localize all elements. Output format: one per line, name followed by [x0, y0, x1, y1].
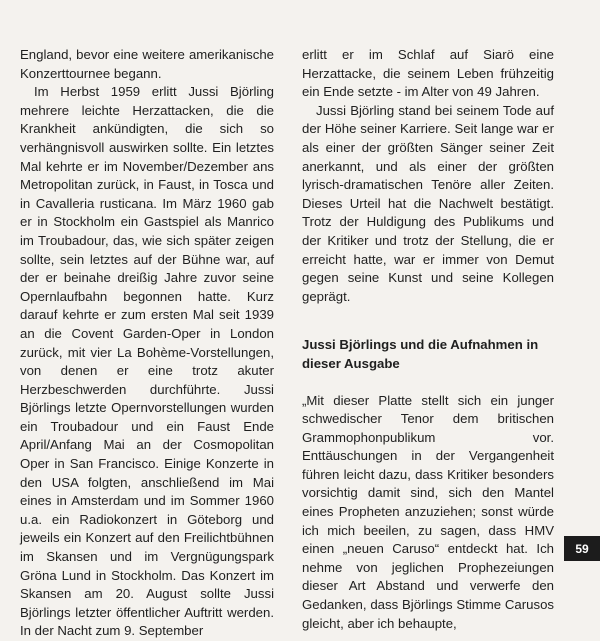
right-paragraph-2: Jussi Björling stand bei seinem Tode auf der Höhe seiner Karriere. Seit lange war er als einer der größten Sänger seiner Zeit anerkannt, und als einer der größten lyrisch-dramatischen Tenöre aller Zeiten. Dieses Urteil hat die Nachwelt bestätigt. Trotz der Huldigung des Publikums und der Kritiker und trotz der Stellung, die er erreicht hatte, war er immer von Demut gegen seine Kunst und seine Kollegen geprägt. — [302, 102, 554, 304]
page-number-badge: 59 — [564, 536, 600, 561]
section-heading: Jussi Björlings und die Aufnahmen in dieser Ausgabe — [302, 337, 539, 371]
left-column — [20, 46, 274, 641]
heading-spacer — [302, 374, 554, 392]
right-paragraph-3: „Mit dieser Platte stellt sich ein junger schwedischer Tenor dem britischen Grammophonpublikum vor. Enttäuschungen in der Vergangenheit führen leicht dazu, dass Kritiker besonders vorsichtig damit sind, sich den Mantel eines Propheten anzuziehen; sonst würde ich mich beeilen, zu sagen, dass HMV einen „neuen Caruso“ entdeckt hat. Ich nehme von jeglichen Prophezeiungen dieser Art Abstand und verwerfe den Gedanken, dass Björlings Stimme Carusos gleicht, aber ich behaupte, — [302, 392, 554, 631]
right-paragraph-1: erlitt er im Schlaf auf Siarö eine Herzattacke, die seinem Leben frühzeitig ein Ende setzte - im Alter von 49 Jahren. — [302, 47, 554, 100]
left-paragraph-2: Im Herbst 1959 erlitt Jussi Björling mehrere leichte Herzattacken, die die Krankheit ankündigten, die sich so verhängnisvoll auswirken sollte. Ein letztes Mal kehrte er im November/Dezember ans Metropolitan zurück, in Faust, in Tosca und in Cavalleria rusticana. Im März 1960 gab er in Stockholm ein Gastspiel als Manrico im Troubadour, das, wie sich später zeigen sollte, sein letztes auf der Bühne war, auf der er beinahe dreißig Jahre zuvor seine Opernlaufbahn begonnen hatte. Kurz darauf kehrte er zum ersten Mal seit 1939 an die Covent Garden-Oper in London zurück, mit vier La Bohème-Vorstellungen, von denen er eine trotz akuter Herzbeschwerden durchführte. Jussi Björlings letzte Opernvorstellungen wurden ein Troubadour und ein Faust Ende April/Anfang Mai an der Cosmopolitan Oper in San Francisco. Einige Konzerte in den USA folgten, anschließend im Mai eines in Amsterdam und im Sommer 1960 u.a. ein Radiokonzert in Göteborg und jeweils ein Konzert auf den Freilichtbühnen im Skansen und im Vergnügungspark Gröna Lund in Stockholm. Das Konzert im Skansen am 20. August sollte Jussi Björlings letzter öffentlicher Auftritt werden. In der Nacht zum 9. September — [20, 84, 274, 639]
right-column — [302, 46, 554, 633]
left-paragraph-1: England, bevor eine weitere amerikanische Konzerttournee begann. — [20, 47, 274, 81]
section-spacer — [302, 306, 554, 336]
